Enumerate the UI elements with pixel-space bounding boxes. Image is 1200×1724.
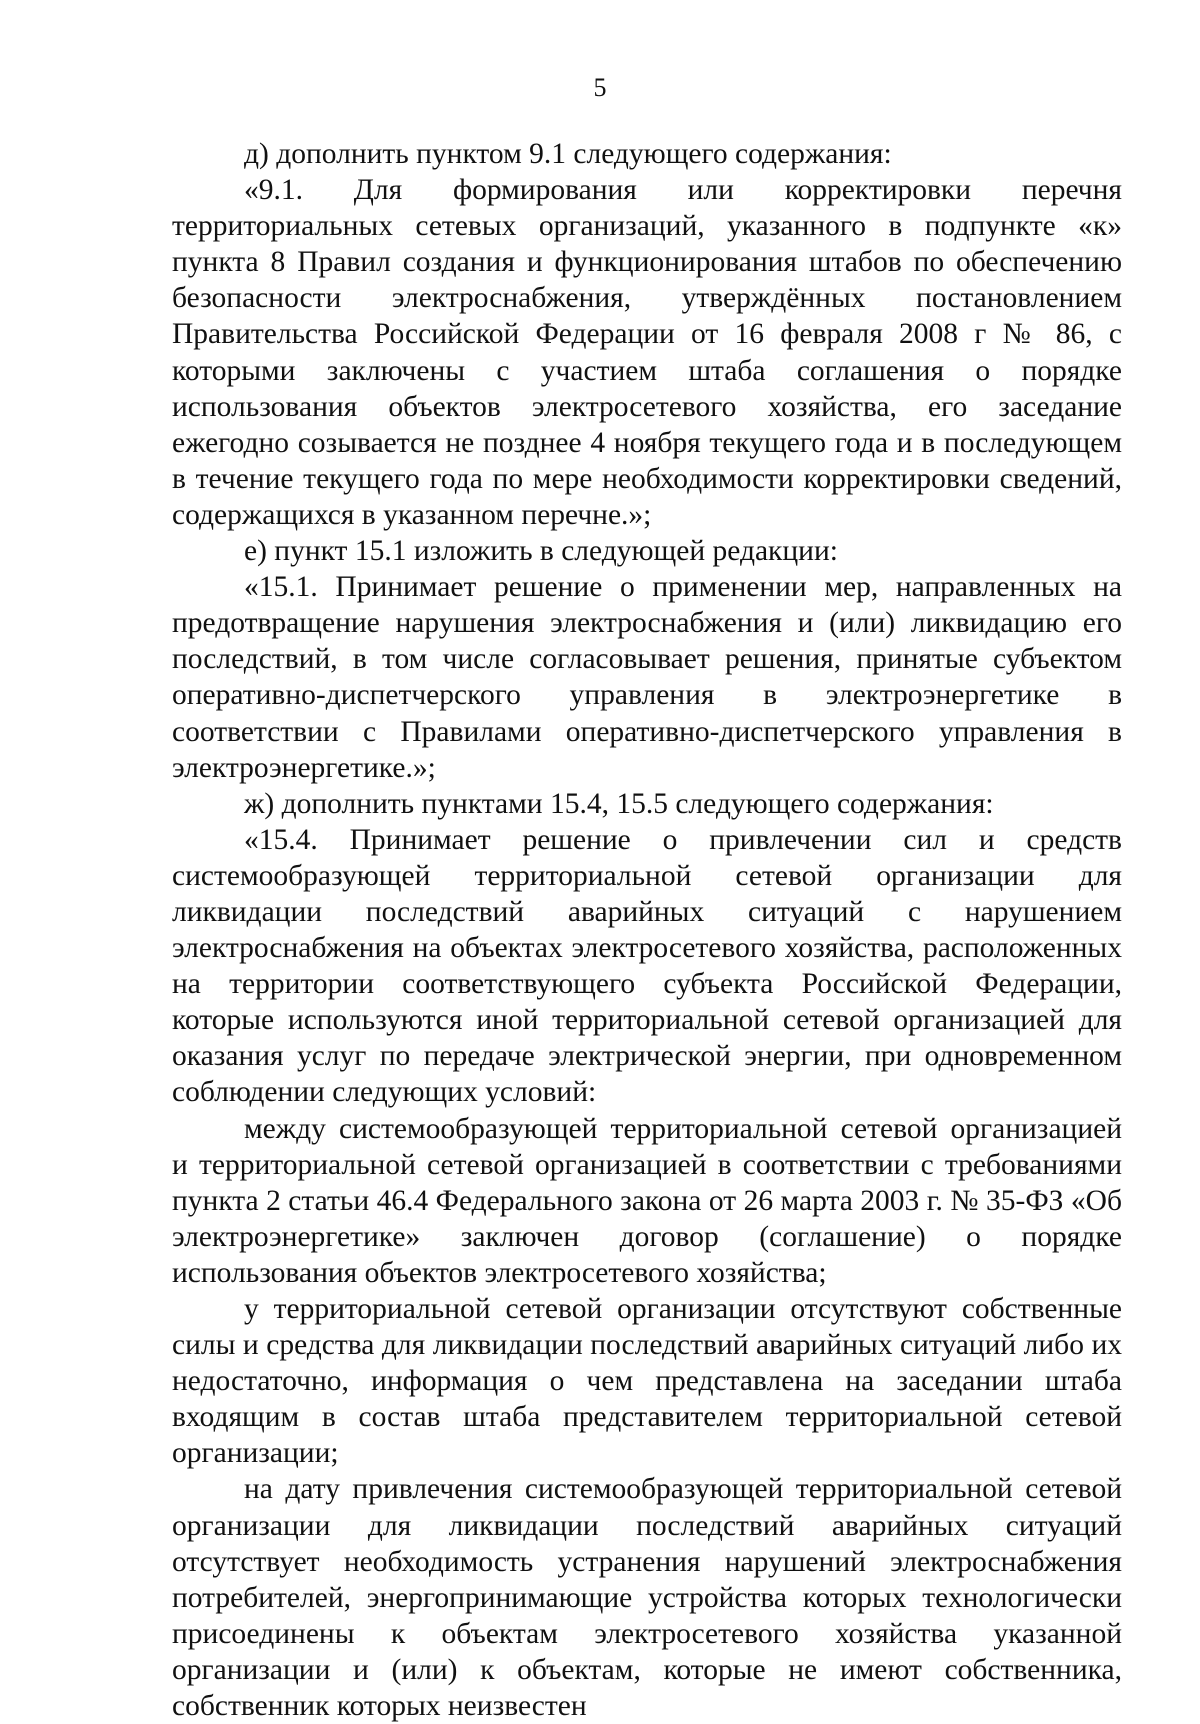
- paragraph-clause-15-1: «15.1. Принимает решение о применении мер, направленных на предотвращение нарушения электроснабжения и (или) ликвидацию его последствий, в том числе согласовывает решения, принятые субъектом оперативно-диспетчерского управления в электроэнергетике в соответствии с Правилами оперативно-диспетчерского управления в электроэнергетике.»;: [172, 571, 1122, 784]
- page-number: 5: [593, 73, 607, 102]
- paragraph-item-e: е) пункт 15.1 изложить в следующей редакции:: [244, 535, 838, 568]
- paragraph-condition-no-resources: у территориальной сетевой организации отсутствуют собственные силы и средства для ликвидации последствий аварийных ситуаций либо их недостаточно, информация о чем представлена на заседании штаба входящим в состав штаба представителем территориальной сетевой организации;: [172, 1293, 1122, 1470]
- paragraph-condition-agreement: между системообразующей территориальной сетевой организацией и территориальной сетевой организацией в соответствии с требованиями пункта 2 статьи 46.4 Федерального закона от 26 марта 2003 г. № 35-ФЗ «Об электроэнергетике» заключен договор (соглашение) о порядке использования объектов электросетевого хозяйства;: [172, 1112, 1122, 1289]
- document-body: [172, 136, 1122, 1724]
- paragraph-item-zh: ж) дополнить пунктами 15.4, 15.5 следующего содержания:: [244, 787, 994, 820]
- paragraph-clause-9-1: «9.1. Для формирования или корректировки перечня территориальных сетевых организаций, указанного в подпункте «к» пункта 8 Правил создания и функционирования штабов по обеспечению безопасности электроснабжения, утверждённых постановлением Правительства Российской Федерации от 16 февраля 2008 г № 86, с которыми заключены с участием штаба соглашения о порядке использования объектов электросетевого хозяйства, его заседание ежегодно созывается не позднее 4 ноября текущего года и в последующем в течение текущего года по мере необходимости корректировки сведений, содержащихся в указанном перечне.»;: [172, 174, 1122, 531]
- paragraph-clause-15-4: «15.4. Принимает решение о привлечении сил и средств системообразующей территориальной сетевой организации для ликвидации последствий аварийных ситуаций с нарушением электроснабжения на объектах электросетевого хозяйства, расположенных на территории соответствующего субъекта Российской Федерации, которые используются иной территориальной сетевой организацией для оказания услуг по передаче электрической энергии, при одновременном соблюдении следующих условий:: [172, 823, 1122, 1109]
- paragraph-item-d: д) дополнить пунктом 9.1 следующего содержания:: [244, 138, 892, 170]
- paragraph-condition-no-outage: на дату привлечения системообразующей территориальной сетевой организации для ликвидации последствий аварийных ситуаций отсутствует необходимость устранения нарушений электроснабжения потребителей, энергопринимающие устройства которых технологически присоединены к объектам электросетевого хозяйства указанной организации и (или) к объектам, которые не имеют собственника, собственник которых неизвестен: [172, 1473, 1122, 1723]
